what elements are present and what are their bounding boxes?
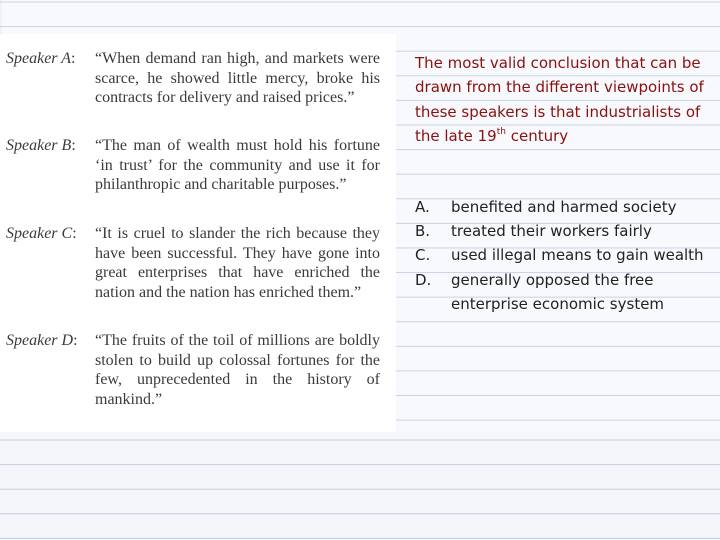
answer-choice-d[interactable] [415,268,705,316]
answer-choice-a[interactable] [415,195,705,219]
page-footer-band [0,432,720,540]
answer-text: treated their workers fairly [451,222,652,241]
question-superscript: th [496,127,506,138]
answer-letter: C. [415,246,431,265]
speaker-c-label: Speaker C: [6,225,77,242]
answer-choices [415,195,705,316]
answer-text: benefited and harmed society [451,198,677,216]
speaker-quotes-image [0,34,396,432]
answer-choice-c[interactable] [415,243,705,267]
answer-letter: A. [415,198,430,216]
question-text-main: The most valid conclusion that can be drawn from the different viewpoints of these speakers is that industrialists of the late 19 [415,54,704,146]
question-text [415,51,705,149]
speaker-d-quote: “The fruits of the toil of millions are boldly stolen to build up colossal fortunes for the few, unprecedented in the history of mankind.” [95,332,380,408]
answer-text: used illegal means to gain wealth [451,246,704,265]
answer-letter: B. [415,222,431,241]
answer-text: generally opposed the free enterprise economic system [451,270,665,313]
speaker-c-quote: “It is cruel to slander the rich because they have been successful. They have gone into great enterprises that have enriched the nation and the nation has enriched them.” [95,225,380,301]
speaker-d-label: Speaker D: [6,332,78,349]
speaker-a-label: Speaker A: [6,50,76,67]
speaker-b-label: Speaker B: [6,137,76,154]
answer-choice-b[interactable] [415,219,705,243]
question-text-end: century [505,127,569,146]
answer-letter: D. [415,270,432,289]
speaker-b-quote: “The man of wealth must hold his fortune ‘in trust’ for the community and use it for philanthropic and charitable purposes.” [95,137,380,194]
speaker-a-quote: “When demand ran high, and markets were scarce, he showed little mercy, broke his contracts for delivery and raised prices.” [95,50,380,107]
